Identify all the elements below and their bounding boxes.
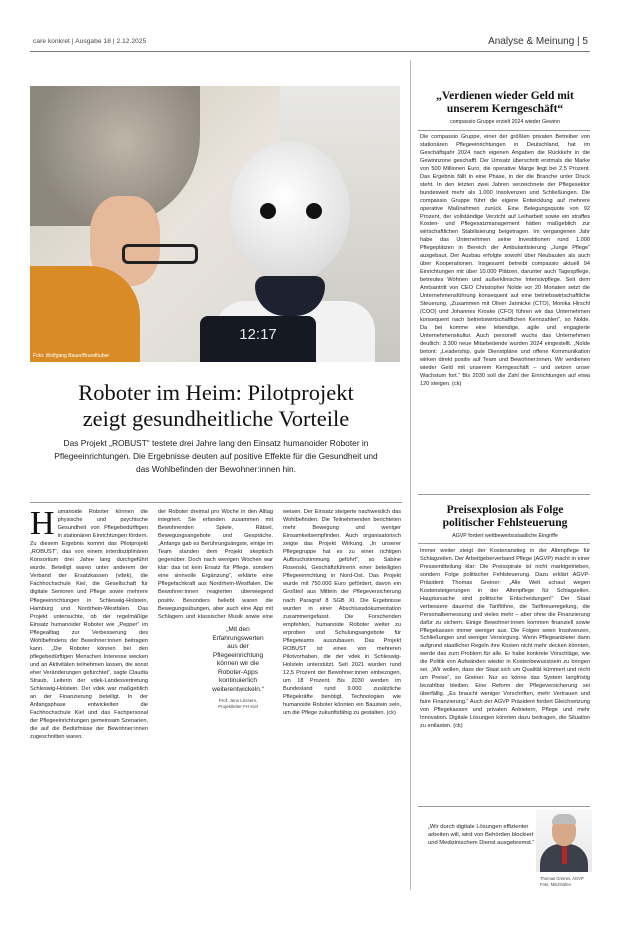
pull-quote-text: „Mit den Erfahrungswerten aus der Pflegeeinrichtung können wir die Roboter-Apps kontinuierlich weiterentwickeln.“ xyxy=(212,626,264,693)
drop-cap: H xyxy=(30,505,55,542)
portrait-tie xyxy=(562,844,567,864)
header-divider xyxy=(30,51,590,52)
column-1-text: umanoide Roboter können die physische und psychische Gesundheit von Pflegebedürftigen in stationären Einrichtungen fördern. Zu diesem Ergebnis kommt das Pilotprojekt „ROBUST“, das von einem interdisziplinären Konsortium drei Jahre lang durchgeführt wurde. Beteiligt waren unter anderem der Verband der Ersatzkassen (vdek), die Fachhochschule Kiel, die Gesellschaft für digitale Senioren und Pflege sowie mehrere Pflegeeinrichtungen in Schleswig-Holstein, Hamburg und Nordrhein-Westfalen. Das Projekt untersuchte, ob der regelmäßige Einsatz humanoider Roboter wie „Pepper“ im Pflegealltag zur Verbesserung des Wohlbefindens der Bewohner:innen beitragen kann. „Die Roboter können bei den pflegebedürftigen Menschen Interesse wecken und an Aktivitäten teilnehmen lassen, die sonst eher Veränderungen gefürchtet“, sagte Claudia Straub, Leiterin der vdek-Landesvertretung Schleswig-Holstein. Der vdek war maßgeblich an der Finanzierung beteiligt. In der Anfangsphase entwickelten die Fachhochschule Kiel und das Fachpersonal der Pflegeeinrichtungen gemeinsam Szenarien, die auf die Bedürfnisse der Bewohner:innen zugeschnitten waren. xyxy=(30,509,148,741)
author-portrait xyxy=(536,810,592,872)
sidebar-separator xyxy=(418,494,590,495)
sidebar-2-divider xyxy=(418,543,590,544)
woman-glasses xyxy=(122,244,198,264)
pull-quote xyxy=(208,626,268,710)
headline-line-1: Roboter im Heim: Pilotprojekt xyxy=(78,380,354,405)
column-2-text-top: der Roboter dreimal pro Woche in den Alltag integriert. Sie erfanden zusammen mit Bewohnenden Spiele, Rätsel, Bewegungsangebote und Gespräche. „Anfangs gab es Berührungsängste, einige im Team standen dem Projekt skeptisch gegenüber. Doch nach wenigen Wochen war klar: das ist kein Ersatz für Pflege, sondern eine sinnvolle Ergänzung“, erklärte eine Pflegefachkraft aus Nordrhein-Westfalen. Die Bewohner:innen reagierten überwiegend positiv. Besonders beliebt waren die Bewegungsübungen, aber auch eine App mit Schlagern und klassischer Musik sowie eine xyxy=(158,509,273,620)
pull-quote-author: Prof. Jens Lüssem, Projektleiter FH Kiel xyxy=(218,698,258,709)
robot-eye-left xyxy=(260,203,276,219)
article-column-3: weisen. Der Einsatz steigerte nachweislich das Wohlbefinden. Die Teilnehmenden berichteten mehr Bewegung und weniger Einsamkeitsempfinden. Auch organisatorisch zeigte das Projekt Wirkung. „In unserer Pflegegruppe hat es zu einer richtigen Aufbruchstimmung geführt“, so Sabine Rosenski, Geschäftsführerin einer beteiligten Pflegeeinrichtung in Nord-Ost. Das Projekt wurde mit 750.000 Euro gefördert, davon ein Großteil aus Mitteln der Pflegeversicherung nach Paragraf 8 SGB XI. Die Ergebnisse wurden in einer Abschlussdokumentation zusammengefasst. Die Forschenden empfehlen, humanoide Roboter weiter zu erproben und Schulungsangebote für Pflegeteams auszubauen. Das Projekt ROBUST ist eines von mehreren Pilotvorhaben, die der vdek in Schleswig-Holstein unterstützt. Seit 2021 wurden rund 12,5 Prozent der Bewohner:innen einbezogen, um 18 Prozent. Bis 2030 werden im Bundesland rund 9.000 zusätzliche Pflegekräfte benötigt. Technologien wie humanoide Roboter könnten ein Baustein sein, um die Pflege zukunftsfähig zu gestalten. (ck) xyxy=(283,509,401,717)
sidebar-quote-text: „Wir durch digitale Lösungen effizienter arbeiten will, wird von Behörden blockiert und Medizinischem Dienst ausgebremst.“ xyxy=(428,824,535,846)
robot-eye-right xyxy=(306,203,322,219)
lead-divider xyxy=(30,502,402,503)
robot-tablet xyxy=(200,316,316,362)
section-title: Analyse & Meinung | 5 xyxy=(488,36,588,47)
sidebar-1-title: „Verdienen wieder Geld mit unserem Kerngeschäft“ xyxy=(436,90,574,115)
sidebar-1-divider xyxy=(418,130,590,131)
quote-divider xyxy=(418,806,590,807)
column-divider xyxy=(410,60,411,890)
headline-line-2: zeigt gesundheitliche Vorteile xyxy=(82,406,350,431)
woman-shirt xyxy=(30,266,140,362)
sidebar-1-subtitle: compassio Gruppe erzielt 2024 wieder Gewinn xyxy=(450,119,560,125)
article-column-1 xyxy=(30,505,148,741)
sidebar-2-text: Immer weiter steigt der Kostenanstieg in der Altenpflege für Schlagzeilen. Der Arbeitgeberverband Pflege (AGVP) macht in einer Pressemitteilung klar: Die Preisspirale ist nicht marktgetrieben, sondern Folge politischer Fehlsteuerung. Dazu erklärt AGVP-Präsident Thomas Greiner: „Alle Welt schaut wegen Kostensteigerungen in der Altenpflege für Schlagzeilen. Hauptursache sind politische Entscheidungen!“ Der Staat verbessere dauernd die Tariflöhne, die Tariftreueregelung, die Personalbemessung und vieles mehr – aber ohne die Finanzierung dafür zu sichern. Einige Bewohner:innen kommen finanziell sowie Pflegekassen immer weniger aus. Die Folgen seien Insolvenzen, Schließungen und weniger Versorgung. Wenn Pflegeanbieter dann aufgrund staatlicher Regeln ihre Kosten nicht mehr decken könnten, werde das zum Problem für alle. Er habe konkrete Vorschläge, wie die Politik von Aufwänden wieder in Kostenbewusstsein zu bringen sei. „Wir wollen, dass der Staat sich um Qualität kümmert und nicht um Preise“, so Greiner. Nur so könne das System langfristig bezahlbar bleiben. Eine Reform der Pflegeversicherung sei überfällig. „Es braucht weniger Vorschriften, mehr Vertrauen und faire Finanzierung.“ Auch der AGVP Präsident fordert Gleichsetzung von Pflegekassen und privaten Anbietern, Pflege und mehr Innovation. Digitale Lösungen könnten dazu beitragen, die Situation zu entlasten. (ck) xyxy=(420,548,590,729)
sidebar-1-text: Die compassio Gruppe, einer der größten privaten Betreiber von stationären Pflegeeinrichtungen in Deutschland, hat im Geschäftsjahr 2024 nach eigenen Angaben die Rückkehr in die Gewinnzone geschafft. Der Umsatz überschritt erstmals die Marke von 500 Millionen Euro, die operative Marge liegt bei 2,5 Prozent. Das Ergebnis fällt in eine Phase, in der die Branche unter Druck steht. In den letzten zwei Jahren verzeichnete der Pflegesektor bundesweit mehr als 1.000 Insolvenzen und Schließungen. Die compassio Gruppe führt die eigene Entwicklung auf mehrere operative Maßnahmen zurück. Eine Belegungsquote von 92 Prozent, der vollständige Verzicht auf Leiharbeit sowie ein straffes Kosten- und Pflegesatzmanagement hätten maßgeblich zur wirtschaftlichen Stabilisierung beigetragen. Im vergangenen Jahr habe das Unternehmen seine Investitionen rund 1.000 Pflegeplätzen in Bereich der Ambulantisierung „Junge Pflege“ ausgebaut. Der Ausbau erfolgte sowohl über Neubauten als auch über Kooperationen. Insgesamt betreibt compassio aktuell 94 Einrichtungen mit über 10.000 Plätzen, darunter auch Tagespflege, betreutes Wohnen und außerklinische Intensivpflege. Seit dem Amtsantritt von CEO Christopher Nolde vor 20 Monaten setzt die Unternehmensführung konsequent auf eine betriebswirtschaftliche Steuerung. „Zusammen mit Oliver Jannicke (CTO), Monika Hirschl (COO) und Johannes Kroske (CFO) führen wir das Unternehmen konsequent nach betriebswirtschaftlichen Kennzahlen“, so Nolde. Da bei komme eine lebendige, agile und engagierte Unternehmenskultur. Auch personell wuchs das Unternehmen deutlich: 3.300 neue Mitarbeitende wurden 2024 eingestellt. „Nolde betont: „Leadership, gute Dienstpläne und offene Kommunikation wirken direkt positiv auf Team und Bewohner:innen. Wir verdienen wieder Geld mit unserem Kerngeschäft – und setzen unser Wachstum fort.“ Bis 2030 soll die Zahl der Einrichtungen auf etwa 120 steigen. (ck) xyxy=(420,134,590,387)
article-lead: Das Projekt „ROBUST“ testete drei Jahre lang den Einsatz humanoider Roboter in Pflegeeinrichtungen. Die Ergebnisse deuten auf positive Effekte für die Gesundheit und das Wohlbefinden der Bewohner:innen hin. xyxy=(54,438,378,474)
sidebar-quote-author: Thomas Greiner, AGVP Foto: Milchhöfen xyxy=(540,876,584,887)
robot-head xyxy=(230,141,350,281)
sidebar-2-subtitle: AGVP fordert wettbewerbsstaatliche Eingriffe xyxy=(452,533,558,539)
sidebar-2-title: Preisexplosion als Folge politischer Fehlsteuerung xyxy=(442,504,568,529)
article-headline xyxy=(30,380,402,432)
tablet-time: 12:17 xyxy=(239,326,277,343)
portrait-hair xyxy=(552,814,576,824)
article-photo xyxy=(30,86,400,362)
sidebar-quote xyxy=(428,823,536,847)
photo-credit: Foto: Wolfgang Bauer/Brandhuber xyxy=(33,353,110,359)
issue-info: care konkret | Ausgabe 18 | 2.12.2025 xyxy=(33,38,147,45)
